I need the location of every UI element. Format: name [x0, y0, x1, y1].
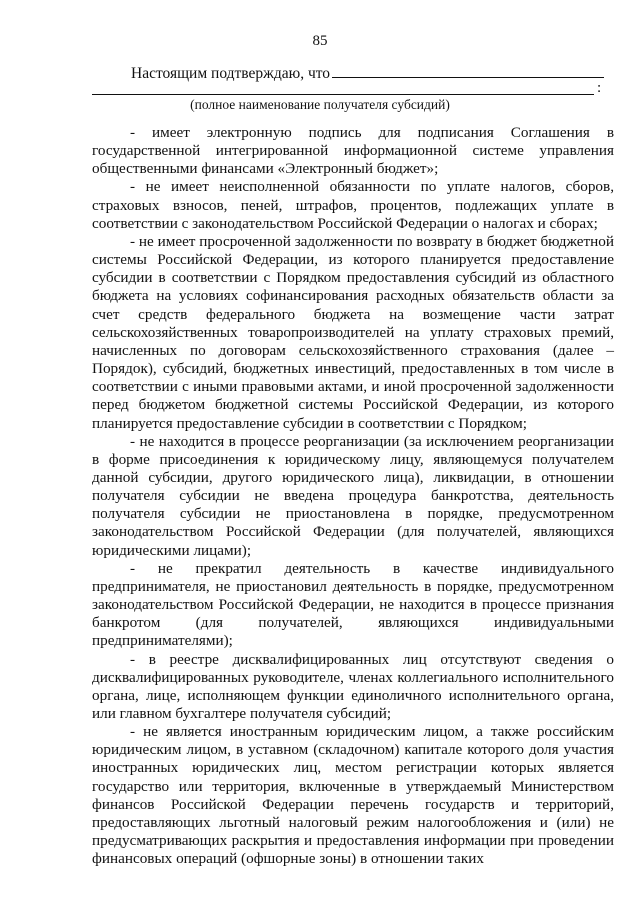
recipient-name-line: [92, 94, 594, 95]
field-caption: (полное наименование получателя субсидий): [190, 97, 450, 112]
page-number: 85: [312, 33, 328, 49]
condition-paragraph: - не является иностранным юридическим лицом, а также российским юридическим лицом, в уставном (складочном) капитале которого доля участия иностранных юридических лиц, местом регистрации которых является государство или территория, включенные в утверждаемый Министерством финансов Российской Федерации перечень государств и территорий, предоставляющих льготный налоговый режим налогообложения и (или) не предусматривающих раскрытия и предоставления информации при проведении финансовых операций (офшорные зоны) в отношении таких: [92, 723, 614, 868]
line-colon: :: [597, 80, 602, 96]
confirmation-text: Настоящим подтверждаю, что: [131, 65, 331, 82]
recipient-name-blank: [332, 63, 604, 78]
conditions-list: [92, 124, 614, 868]
confirmation-statement: [131, 63, 601, 83]
condition-paragraph: - не прекратил деятельность в качестве индивидуального предпринимателя, не приостановил деятельность в порядке, предусмотренном законодательством Российской Федерации, не находится в процессе признания банкротом (для получателей, являющихся индивидуальными предпринимателями);: [92, 559, 614, 650]
condition-paragraph: - в реестре дисквалифицированных лиц отсутствуют сведения о дисквалифицированных руководителе, членах коллегиального исполнительного органа, лице, исполняющем функции единоличного исполнительного органа, или главном бухгалтере получателя субсидий;: [92, 650, 614, 722]
condition-paragraph: - не имеет просроченной задолженности по возврату в бюджет бюджетной системы Российской Федерации, из которого планируется предоставление субсидии в соответствии с Порядком предоставления субсидий из областного бюджета на условиях софинансирования расходных обязательств области за счет средств федерального бюджета на возмещение части затрат сельскохозяйственных товаропроизводителей на уплату страховых премий, начисленных по договорам сельскохозяйственного страхования (далее – Порядок), субсидий, бюджетных инвестиций, предоставленных в том числе в соответствии с иными правовыми актами, и иной просроченной задолженности перед бюджетом бюджетной системы Российской Федерации, из которого планируется предоставление субсидии в соответствии с Порядком;: [92, 232, 614, 432]
condition-paragraph: - имеет электронную подпись для подписания Соглашения в государственной интегрированной информационной системе управления общественными финансами «Электронный бюджет»;: [92, 124, 614, 178]
condition-paragraph: - не находится в процессе реорганизации (за исключением реорганизации в форме присоединения к юридическому лицу, являющемуся получателем данной субсидии, другого юридического лица), ликвидации, в отношении получателя субсидии не введена процедура банкротства, деятельность получателя субсидии не приостановлена в порядке, предусмотренном законодательством Российской Федерации (для получателей, являющихся юридическими лицами);: [92, 432, 614, 559]
condition-paragraph: - не имеет неисполненной обязанности по уплате налогов, сборов, страховых взносов, пеней, штрафов, процентов, подлежащих уплате в соответствии с законодательством Российской Федерации о налогах и сборах;: [92, 178, 614, 232]
